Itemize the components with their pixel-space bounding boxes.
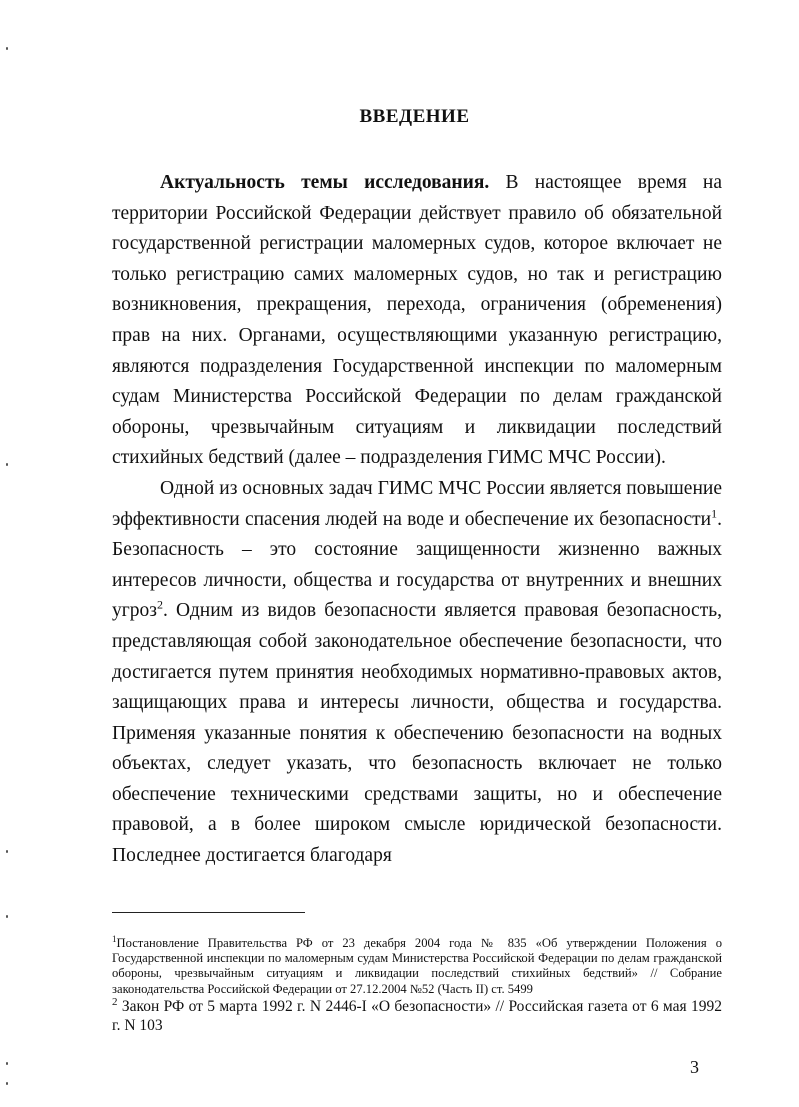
footnotes xyxy=(112,933,722,1035)
footnote-2 xyxy=(112,997,722,1035)
scan-speck xyxy=(6,850,8,853)
paragraph-relevance xyxy=(112,168,722,474)
paragraph-text-part-1: Одной из основных задач ГИМС МЧС России является повышение эффективности спасения людей на воде и обеспечение их безопасности xyxy=(112,477,722,530)
page-title: ВВЕДЕНИЕ xyxy=(359,106,470,127)
footnote-marker-2: 2 xyxy=(112,995,118,1008)
page-number: 3 xyxy=(690,1057,699,1077)
scan-speck xyxy=(6,463,8,466)
footnote-1 xyxy=(112,933,722,997)
footnote-ref-1[interactable]: 1 xyxy=(711,506,718,521)
paragraph-safety xyxy=(112,474,722,872)
footnote-text-2: Закон РФ от 5 марта 1992 г. N 2446-I «О безопасности» // Российская газета от 6 мая 1992 г. N 103 xyxy=(112,997,722,1034)
paragraph-text-part-2: . Безопасность – это состояние защищенности жизненно важных интересов личности, общества и государства от внутренних и внешних угроз xyxy=(112,508,722,622)
footnote-marker-1: 1 xyxy=(112,933,117,944)
footnote-separator xyxy=(112,912,305,913)
footnote-text-1: Постановление Правительства РФ от 23 декабря 2004 года № 835 «Об утверждении Положения о Государственной инспекции по маломерным судам Министерства Российской Федерации по делам гражданской обороны, чрезвычайным ситуациям и ликвидации последствий стихийных бедствий» // Собрание законодательства Российской Федерации от 27.12.2004 №52 (Часть II) ст. 5499 xyxy=(112,936,722,996)
scan-speck xyxy=(6,1062,8,1065)
body-text xyxy=(112,168,722,872)
paragraph-lead: Актуальность темы исследования. xyxy=(160,172,490,193)
footnote-ref-2[interactable]: 2 xyxy=(156,597,163,612)
scan-speck xyxy=(6,47,8,50)
scan-speck xyxy=(6,915,8,918)
scan-speck xyxy=(6,1082,8,1085)
paragraph-text: В настоящее время на территории Российской Федерации действует правило об обязательной государственной регистрации маломерных судов, которое включает не только регистрацию самих маломерных судов, но так и регистрацию возникновения, прекращения, перехода, ограничения (обременения) прав на них. Органами, осуществляющими указанную регистрацию, являются подразделения Государственной инспекции по маломерным судам Министерства Российской Федерации по делам гражданской обороны, чрезвычайным ситуациям и ликвидации последствий стихийных бедствий (далее – подразделения ГИМС МЧС России). xyxy=(112,172,723,469)
paragraph-text-part-3: . Одним из видов безопасности является правовая безопасность, представляющая собой законодательное обеспечение безопасности, что достигается путем принятия необходимых нормативно-правовых актов, защищающих права и интересы личности, общества и государства. Применяя указанные понятия к обеспечению безопасности на водных объектах, следует указать, что безопасность включает не только обеспечение техническими средствами защиты, но и обеспечение правовой, а в более широком смысле юридической безопасности. Последнее достигается благодаря xyxy=(112,600,722,867)
